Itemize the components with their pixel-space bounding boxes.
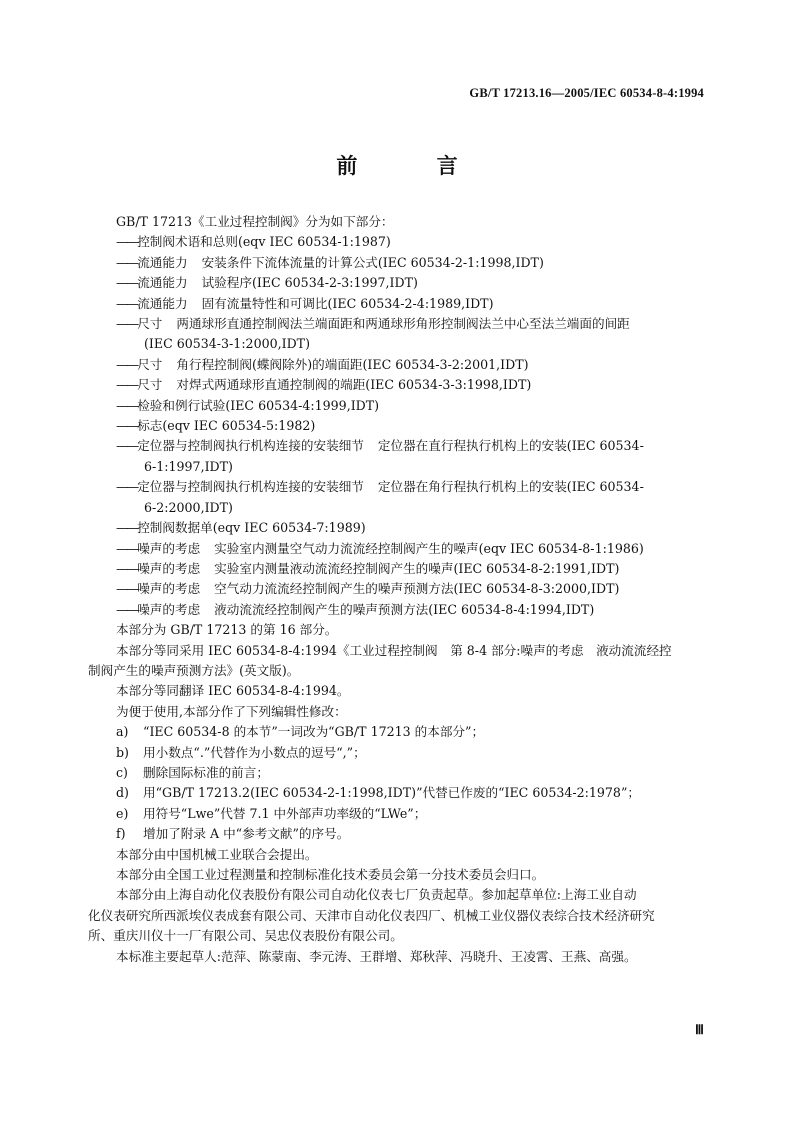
list-item: ——噪声的考虑 实验室内测量空气动力流流经控制阀产生的噪声(eqv IEC 60534-8-1:1986) — [116, 540, 644, 556]
intro-paragraph: GB/T 17213《工业过程控制阀》分为如下部分： — [116, 214, 394, 229]
proposed-by-paragraph: 本部分由中国机械工业联合会提出。 — [116, 846, 318, 862]
list-item: ——控制阀术语和总则(eqv IEC 60534-1:1987) — [116, 234, 391, 250]
list-item: b) 用小数点“.”代替作为小数点的逗号“,”； — [116, 744, 366, 760]
list-item: ——噪声的考虑 空气动力流流经控制阀产生的噪声预测方法(IEC 60534-8-3:2000,IDT) — [116, 581, 620, 597]
adoption-paragraph-line-2: 制阀产生的噪声预测方法》(英文版)。 — [88, 662, 300, 678]
drafter-paragraph-line-3: 所、重庆川仪十一厂有限公司、吴忠仪表股份有限公司。 — [88, 928, 403, 944]
list-item: ——控制阀数据单(eqv IEC 60534-7:1989) — [116, 520, 366, 536]
centralized-by-paragraph: 本部分由全国工业过程测量和控制标准化技术委员会第一分技术委员会归口。 — [116, 867, 545, 882]
list-item: ——流通能力 安装条件下流体流量的计算公式(IEC 60534-2-1:1998,IDT) — [116, 254, 544, 270]
list-item: c) 删除国际标准的前言； — [116, 764, 269, 780]
page-title: 前 言 — [336, 153, 494, 178]
adoption-paragraph-line-1: 本部分等同采用 IEC 60534-8-4:1994《工业过程控制阀 第 8-4 部分:噪声的考虑 液动流流经控 — [116, 642, 672, 658]
list-item: ——流通能力 固有流量特性和可调比(IEC 60534-2-4:1989,IDT) — [116, 295, 494, 311]
list-item: ——噪声的考虑 实验室内测量液动流流经控制阀产生的噪声(IEC 60534-8-2:1991,IDT) — [116, 560, 620, 576]
list-item: ——流通能力 试验程序(IEC 60534-2-3:1997,IDT) — [116, 275, 418, 291]
list-item: a) “IEC 60534-8 的本节”一词改为“GB/T 17213 的本部分”； — [116, 724, 485, 740]
edits-list — [116, 722, 706, 844]
translation-paragraph: 本部分等同翻译 IEC 60534-8-4:1994。 — [116, 683, 350, 699]
list-item: ——标志(eqv IEC 60534-5:1982) — [116, 418, 316, 434]
parts-list — [116, 232, 706, 620]
standard-code-header: GB/T 17213.16—2005/IEC 60534-8-4:1994 — [469, 86, 704, 100]
list-item: d) 用“GB/T 17213.2(IEC 60534-2-1:1998,IDT)”代替已作废的“IEC 60534-2:1978”； — [116, 785, 640, 801]
part-number-paragraph: 本部分为 GB/T 17213 的第 16 部分。 — [116, 622, 338, 638]
list-item: ——尺寸 两通球形直通控制阀法兰端面距和两通球形角形控制阀法兰中心至法兰端面的间距 (IEC 60534-3-1:2000,IDT) — [116, 316, 630, 352]
list-item: ——噪声的考虑 液动流流经控制阀产生的噪声预测方法(IEC 60534-8-4:1994,IDT) — [116, 601, 595, 617]
list-item: f) 增加了附录 A 中“参考文献”的序号。 — [116, 826, 350, 842]
list-item: ——定位器与控制阀执行机构连接的安装细节 定位器在直行程执行机构上的安装(IEC 60534- 6-1:1997,IDT) — [116, 438, 644, 474]
list-item: e) 用符号“Lwe”代替 7.1 中外部声功率级的“LWe”； — [116, 805, 427, 821]
drafter-paragraph-line-1: 本部分由上海自动化仪表股份有限公司自动化仪表七厂负责起草。参加起草单位:上海工业自动 — [116, 887, 637, 903]
list-item: ——尺寸 角行程控制阀(蝶阀除外)的端面距(IEC 60534-3-2:2001,IDT) — [116, 356, 529, 372]
document-body — [88, 212, 706, 967]
list-item: ——尺寸 对焊式两通球形直通控制阀的端距(IEC 60534-3-3:1998,IDT) — [116, 377, 532, 393]
page-number: Ⅲ — [695, 1022, 704, 1037]
edits-intro-paragraph: 为便于使用,本部分作了下列编辑性修改： — [116, 703, 347, 719]
list-item: ——定位器与控制阀执行机构连接的安装细节 定位器在角行程执行机构上的安装(IEC 60534- 6-2:2000,IDT) — [116, 479, 644, 515]
list-item: ——检验和例行试验(IEC 60534-4:1999,IDT) — [116, 397, 380, 413]
authors-paragraph: 本标准主要起草人:范萍、陈蒙南、李元涛、王群增、郑秋萍、冯晓升、王凌霄、王燕、高强。 — [116, 948, 637, 964]
drafter-paragraph-line-2: 化仪表研究所西派埃仪表成套有限公司、天津市自动化仪表四厂、机械工业仪器仪表综合技术经济研究 — [88, 907, 655, 923]
